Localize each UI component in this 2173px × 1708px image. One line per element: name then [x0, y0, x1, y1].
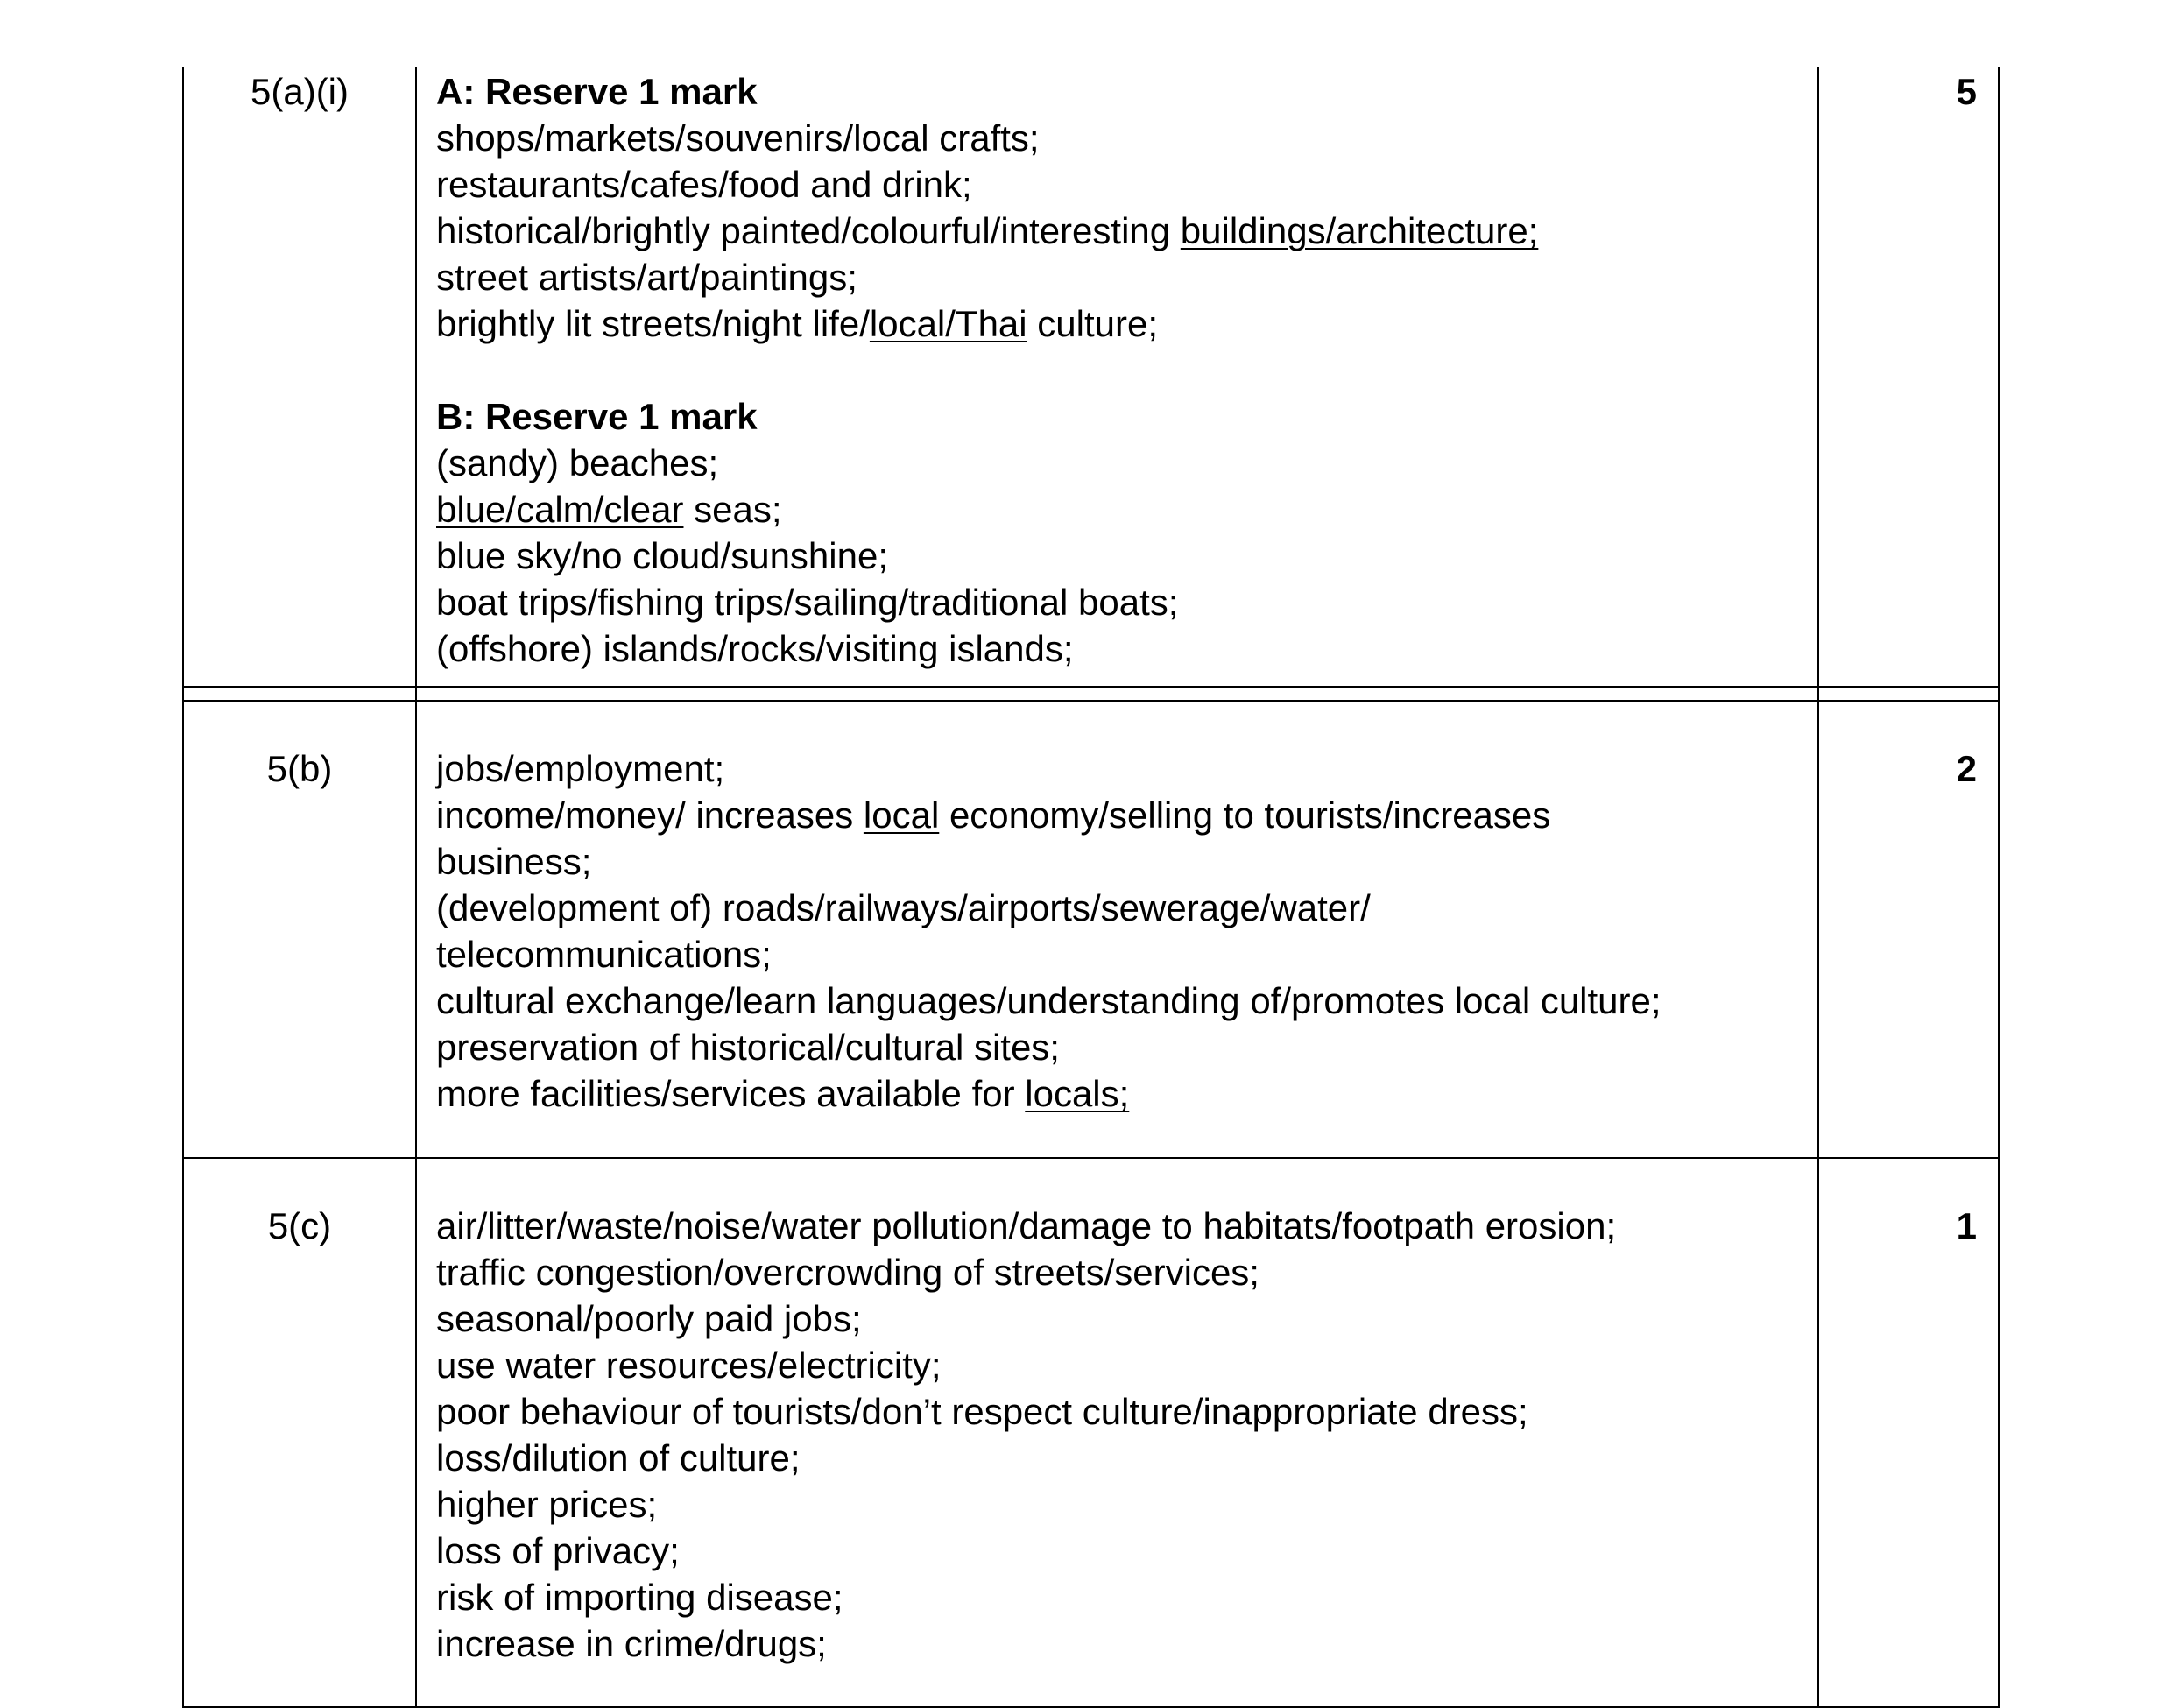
- answer-line: risk of importing disease;: [436, 1577, 843, 1618]
- answer-text: culture;: [1027, 303, 1159, 344]
- marks-value: 5: [1956, 71, 1977, 112]
- answer-line: [436, 792, 1817, 838]
- answer-line: (sandy) beaches;: [436, 442, 719, 483]
- answer-line: seasonal/poorly paid jobs;: [436, 1298, 862, 1339]
- answer-cell: [416, 67, 1818, 687]
- table-row: [183, 1158, 1999, 1707]
- marks-cell: [1818, 67, 1999, 687]
- answer-line: [436, 486, 1817, 533]
- underlined-text: locals;: [1025, 1073, 1130, 1114]
- answer-line: use water resources/electricity;: [436, 1345, 942, 1386]
- answer-text: more facilities/services available for: [436, 1073, 1026, 1114]
- answer-cell: [416, 701, 1818, 1158]
- spacer: [436, 347, 1817, 393]
- table-row: [183, 67, 1999, 687]
- answer-line: loss of privacy;: [436, 1530, 680, 1571]
- answer-line: increase in crime/drugs;: [436, 1623, 827, 1664]
- answer-line: traffic congestion/overcrowding of streets/services;: [436, 1252, 1259, 1293]
- marks-value: 2: [1956, 748, 1977, 789]
- marks-value: 1: [1956, 1205, 1977, 1246]
- question-number-cell: [183, 1158, 416, 1707]
- answer-line: loss/dilution of culture;: [436, 1437, 801, 1479]
- answer-line: cultural exchange/learn languages/understanding of/promotes local culture;: [436, 980, 1661, 1021]
- underlined-text: local/Thai: [869, 303, 1027, 344]
- answer-line: poor behaviour of tourists/don’t respect culture/inappropriate dress;: [436, 1391, 1528, 1432]
- answer-line: air/litter/waste/noise/water pollution/damage to habitats/footpath erosion;: [436, 1205, 1617, 1246]
- answer-line: shops/markets/souvenirs/local crafts;: [436, 117, 1040, 159]
- underlined-text: blue/calm/clear: [436, 489, 684, 530]
- marks-cell: [1818, 1158, 1999, 1707]
- answer-cell: [416, 1158, 1818, 1707]
- section-a-heading: A: Reserve 1 mark: [436, 71, 758, 112]
- answer-line: business;: [436, 841, 592, 882]
- underlined-text: buildings/architecture;: [1180, 210, 1539, 251]
- answer-line: [436, 1070, 1817, 1117]
- mark-scheme-table: [182, 67, 2000, 1708]
- answer-text: income/money/ increases: [436, 794, 864, 836]
- answer-line: telecommunications;: [436, 934, 772, 975]
- marks-cell: [1818, 701, 1999, 1158]
- table-divider: [183, 687, 1999, 701]
- answer-line: [436, 300, 1817, 347]
- answer-text: brightly lit streets/night life/: [436, 303, 870, 344]
- question-number: 5(c): [267, 1205, 332, 1246]
- underlined-text: local: [863, 794, 940, 836]
- answer-line: jobs/employment;: [436, 748, 725, 789]
- answer-text: economy/selling to tourists/increases: [939, 794, 1551, 836]
- question-number-cell: [183, 701, 416, 1158]
- divider-cell: [416, 687, 1818, 701]
- question-number: 5(a)(i): [250, 71, 349, 112]
- answer-line: preservation of historical/cultural sites;: [436, 1027, 1060, 1068]
- answer-text: historical/brightly painted/colourful/interesting: [436, 210, 1181, 251]
- answer-line: boat trips/fishing trips/sailing/traditional boats;: [436, 582, 1179, 623]
- section-b-heading: B: Reserve 1 mark: [436, 396, 758, 437]
- answer-line: (offshore) islands/rocks/visiting islands;: [436, 628, 1074, 669]
- answer-line: (development of) roads/railways/airports/sewerage/water/: [436, 887, 1371, 928]
- answer-line: higher prices;: [436, 1484, 658, 1525]
- answer-line: restaurants/cafes/food and drink;: [436, 164, 972, 205]
- divider-cell: [183, 687, 416, 701]
- answer-line: blue sky/no cloud/sunshine;: [436, 535, 888, 576]
- table-row: [183, 701, 1999, 1158]
- question-number-cell: [183, 67, 416, 687]
- divider-cell: [1818, 687, 1999, 701]
- answer-text: seas;: [683, 489, 782, 530]
- answer-line: [436, 208, 1817, 254]
- answer-line: street artists/art/paintings;: [436, 257, 857, 298]
- question-number: 5(b): [266, 748, 333, 789]
